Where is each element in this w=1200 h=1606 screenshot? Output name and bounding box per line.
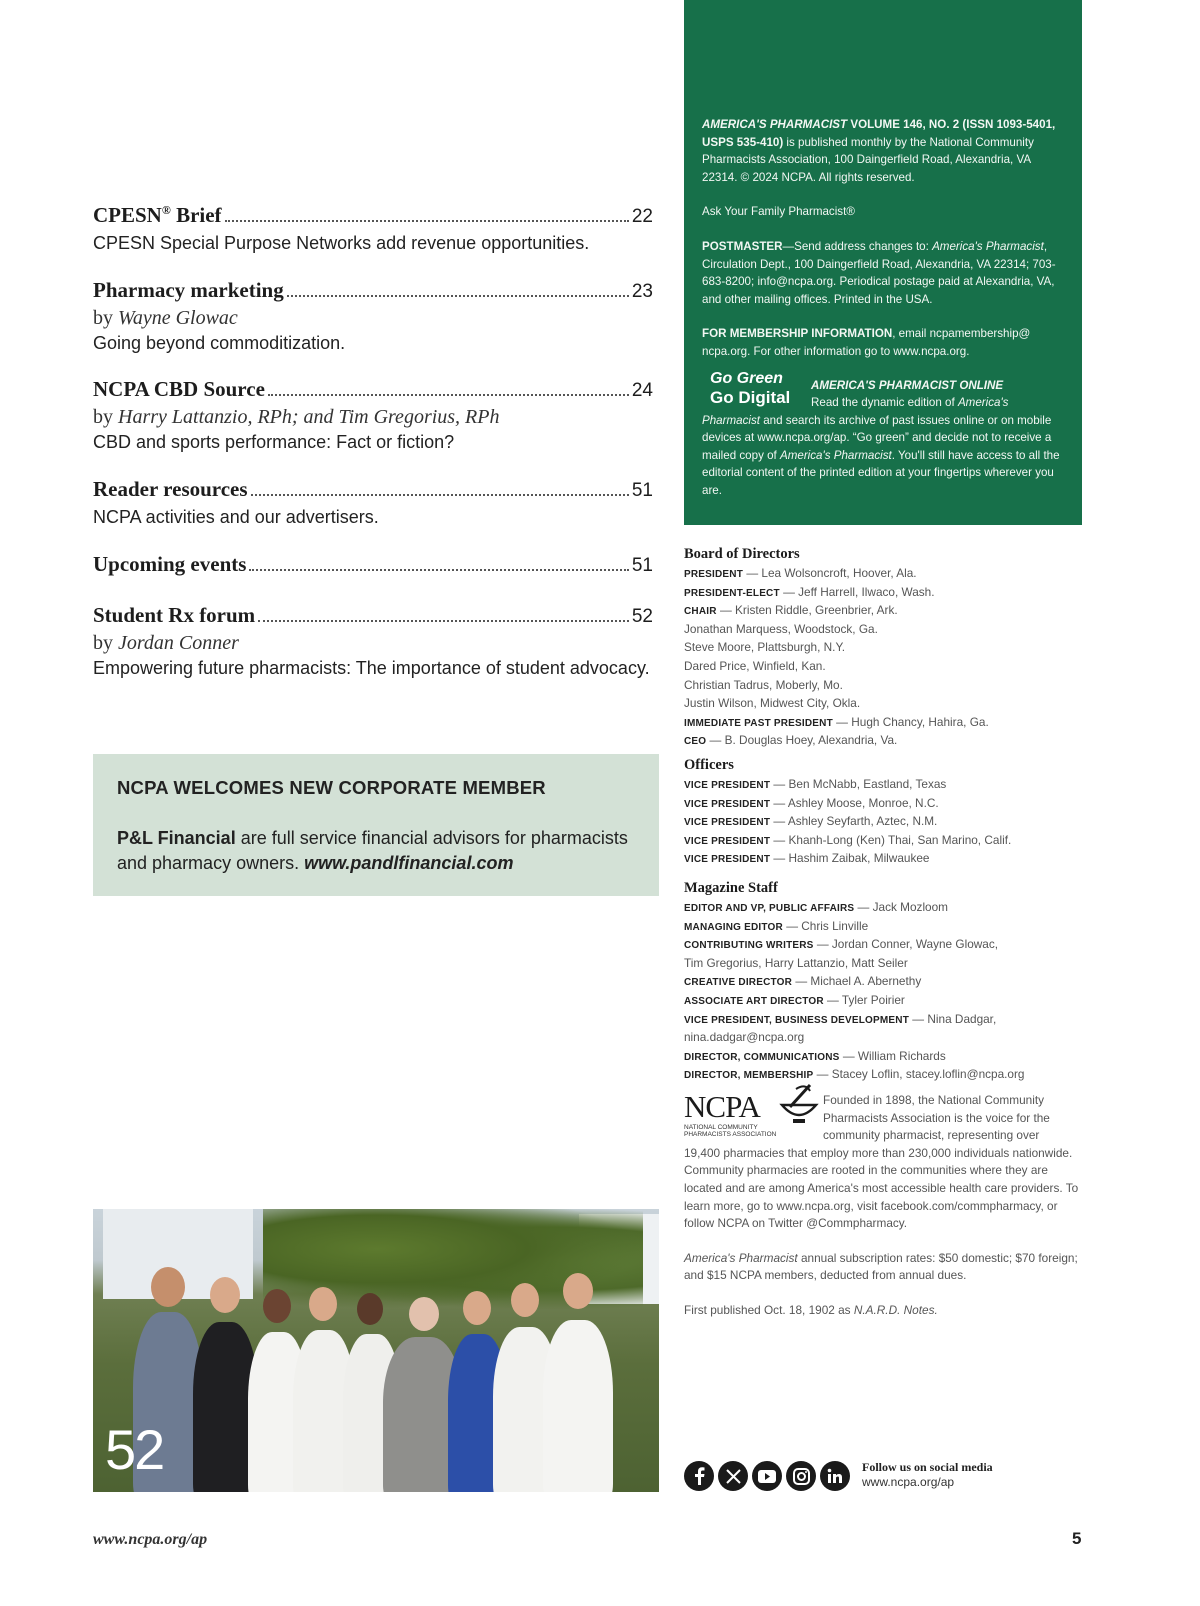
toc-leader-dots (287, 294, 629, 297)
ask-pharmacist-text: Ask Your Family Pharmacist® (702, 205, 855, 218)
corporate-member-link[interactable]: www.pandlfinancial.com (304, 853, 514, 873)
board-member: Dared Price, Winfield, Kan. (684, 658, 826, 673)
go-green-go-digital-logo: Go Green Go Digital (710, 370, 791, 407)
toc-title: Upcoming events (93, 552, 247, 576)
toc-entry[interactable] (93, 603, 653, 681)
staff-member: DIRECTOR, COMMUNICATIONS — William Richards (684, 1048, 946, 1063)
subscription-rates: America's Pharmacist annual subscription rates: $50 domestic; $70 foreign; and $15 NCPA members, deducted from annual dues. (684, 1250, 1078, 1283)
toc-leader-dots (249, 568, 628, 571)
staff-member: VICE PRESIDENT, BUSINESS DEVELOPMENT — Nina Dadgar, (684, 1011, 997, 1026)
toc-entry[interactable] (93, 278, 653, 356)
photo-person (210, 1277, 240, 1313)
board-member: Justin Wilson, Midwest City, Okla. (684, 696, 861, 711)
footer-url[interactable]: www.ncpa.org/ap (93, 1531, 208, 1548)
magazine-staff (684, 880, 1094, 1085)
toc-page-number: 24 (631, 380, 653, 401)
corporate-member-text: P&L Financial are full service financial advisors for pharmacists and pharmacy owners. www.pandlfinancial.com (117, 828, 628, 873)
toc-description: NCPA activities and our advertisers. (93, 507, 379, 527)
staff-member: CONTRIBUTING WRITERS — Jordan Conner, Wayne Glowac, (684, 937, 999, 952)
toc-leader-dots (268, 393, 629, 396)
first-published: First published Oct. 18, 1902 as N.A.R.D. Notes. (684, 1302, 938, 1317)
staff-member: MANAGING EDITOR — Chris Linville (684, 918, 869, 933)
officers (684, 757, 1094, 869)
section-heading: Board of Directors (684, 546, 800, 562)
youtube-icon[interactable] (752, 1461, 782, 1491)
ncpa-logo: NCPA NATIONAL COMMUNITY PHARMACISTS ASSOCIATION (684, 1081, 822, 1141)
photo-person (151, 1267, 185, 1307)
facebook-icon[interactable] (684, 1461, 714, 1491)
staff-member: EDITOR AND VP, PUBLIC AFFAIRS — Jack Mozloom (684, 900, 949, 914)
toc-description: CPESN Special Purpose Networks add revenue opportunities. (93, 233, 590, 253)
toc-page-number: 52 (631, 606, 653, 627)
officer: VICE PRESIDENT — Ben McNabb, Eastland, Texas (684, 777, 947, 791)
social-media-text (862, 1460, 993, 1489)
board-member: CHAIR — Kristen Riddle, Greenbrier, Ark. (684, 603, 898, 618)
toc-leader-dots (258, 619, 629, 622)
board-member: Jonathan Marquess, Woodstock, Ga. (684, 621, 878, 636)
toc-page-number: 22 (631, 206, 653, 227)
online-info: Read the dynamic edition of America's Pharmacist and search its archive of past issues online or on mobile devices at www.ncpa.org/ap. “Go green” and decide not to receive a mailed copy of America's Pharmacist. You'll still have access to all the editorial content of the printed edition at your fingertips wherever you are. (702, 396, 1060, 497)
linkedin-icon[interactable] (820, 1461, 850, 1491)
masthead-box (684, 0, 1082, 525)
photo-person (563, 1273, 593, 1309)
staff-member: DIRECTOR, MEMBERSHIP — Stacey Loflin, stacey.loflin@ncpa.org (684, 1067, 1025, 1082)
toc-entry[interactable] (93, 552, 653, 580)
toc-leader-dots (251, 493, 629, 496)
photo-person (409, 1297, 439, 1331)
toc-title: Pharmacy marketing (93, 278, 284, 302)
photo-person (357, 1293, 383, 1325)
photo-person (543, 1320, 613, 1492)
social-media-label: Follow us on social media (862, 1460, 993, 1474)
staff-member: nina.dadgar@ncpa.org (684, 1030, 805, 1045)
board-member: Steve Moore, Plattsburgh, N.Y. (684, 640, 846, 655)
toc-leader-dots (225, 219, 629, 222)
toc-title: CPESN® Brief (93, 203, 222, 227)
board-member: IMMEDIATE PAST PRESIDENT — Hugh Chancy, Hahira, Ga. (684, 714, 989, 729)
toc-entry[interactable] (93, 203, 653, 256)
officer: VICE PRESIDENT — Ashley Seyfarth, Aztec, N.M. (684, 814, 938, 829)
staff-member: Tim Gregorius, Harry Lattanzio, Matt Seiler (684, 955, 908, 970)
x-icon[interactable] (718, 1461, 748, 1491)
toc-title: Student Rx forum (93, 603, 256, 627)
student-group-photo (93, 1209, 659, 1492)
membership-info: FOR MEMBERSHIP INFORMATION, email ncpamembership@ ncpa.org. For other information go to www.ncpa.org. (702, 327, 1031, 358)
photo-person (263, 1289, 291, 1323)
instagram-icon[interactable] (786, 1461, 816, 1491)
social-media (684, 1460, 993, 1492)
corporate-member-box (93, 754, 659, 896)
social-media-url[interactable]: www.ncpa.org/ap (862, 1475, 955, 1489)
toc-title: Reader resources (93, 477, 248, 501)
photo-page-number: 52 (105, 1418, 164, 1481)
board-member: CEO — B. Douglas Hoey, Alexandria, Va. (684, 733, 898, 748)
footer-page-number: 5 (1072, 1529, 1082, 1548)
board-of-directors (684, 546, 1094, 751)
toc-entry[interactable] (93, 377, 653, 455)
toc-byline: by Jordan Conner (93, 632, 239, 654)
toc-title: NCPA CBD Source (93, 377, 265, 401)
toc-description: Going beyond commoditization. (93, 333, 346, 353)
toc-page-number: 51 (631, 480, 653, 501)
toc-page-number: 23 (631, 281, 653, 302)
staff-member: CREATIVE DIRECTOR — Michael A. Abernethy (684, 974, 922, 989)
toc-entry[interactable] (93, 477, 653, 530)
board-member: PRESIDENT — Lea Wolsoncroft, Hoover, Ala. (684, 566, 917, 580)
toc-byline: by Wayne Glowac (93, 307, 238, 329)
officer: VICE PRESIDENT — Hashim Zaibak, Milwaukee (684, 851, 930, 866)
officer: VICE PRESIDENT — Ashley Moose, Monroe, N.C. (684, 795, 939, 810)
corporate-member-heading: NCPA WELCOMES NEW CORPORATE MEMBER (117, 777, 546, 798)
section-heading: Officers (684, 757, 734, 773)
publication-info: AMERICA'S PHARMACIST VOLUME 146, NO. 2 (ISSN 1093-5401, USPS 535-410) is published monthly by the National Community Pharmacists Association, 100 Daingerfield Road, Alexandria, VA 22314. © 2024 NCPA. All rights reserved. (702, 118, 1056, 184)
officer: VICE PRESIDENT — Khanh-Long (Ken) Thai, San Marino, Calif. (684, 832, 1012, 847)
photo-person (309, 1287, 337, 1321)
ncpa-about: Founded in 1898, the National Community Pharmacists Association is the voice for the community pharmacist, representing over 19,400 pharmacies that employ more than 230,000 individuals nationwide. Community pharmacies are rooted in the communities where they are located and are among America's most accessible health care providers. To learn more, go to www.ncpa.org, visit facebook.com/commpharmacy, or follow NCPA on Twitter @Commpharmacy. America's Pharmacist annual subscription rates: $50 domestic; $70 foreign; and $15 NCPA members, deducted from annual dues. First published Oct. 18, 1902 as N.A.R.D. Notes. (684, 1092, 1084, 1320)
staff-member: ASSOCIATE ART DIRECTOR — Tyler Poirier (684, 992, 905, 1007)
toc-description: CBD and sports performance: Fact or fiction? (93, 432, 455, 452)
board-member: PRESIDENT-ELECT — Jeff Harrell, Ilwaco, Wash. (684, 584, 935, 599)
ncpa-logo-subtitle: NATIONAL COMMUNITY PHARMACISTS ASSOCIATION (684, 1124, 777, 1138)
toc-page-number: 51 (631, 555, 653, 576)
photo-person (511, 1283, 539, 1317)
section-heading: Magazine Staff (684, 880, 778, 896)
online-heading: AMERICA'S PHARMACIST ONLINE (811, 379, 1004, 392)
postmaster-info: POSTMASTER—Send address changes to: America's Pharmacist, Circulation Dept., 100 Daingerfield Road, Alexandria, VA 22314; 703-683-8200; info@ncpa.org. Periodical postage paid at Alexandria, VA, and other mailing offices. Printed in the USA. (702, 240, 1056, 306)
photo-person (463, 1291, 491, 1325)
toc-byline: by Harry Lattanzio, RPh; and Tim Gregorius, RPh (93, 406, 500, 428)
toc-description: Empowering future pharmacists: The importance of student advocacy. (93, 658, 650, 678)
board-member: Christian Tadrus, Moberly, Mo. (684, 677, 843, 692)
